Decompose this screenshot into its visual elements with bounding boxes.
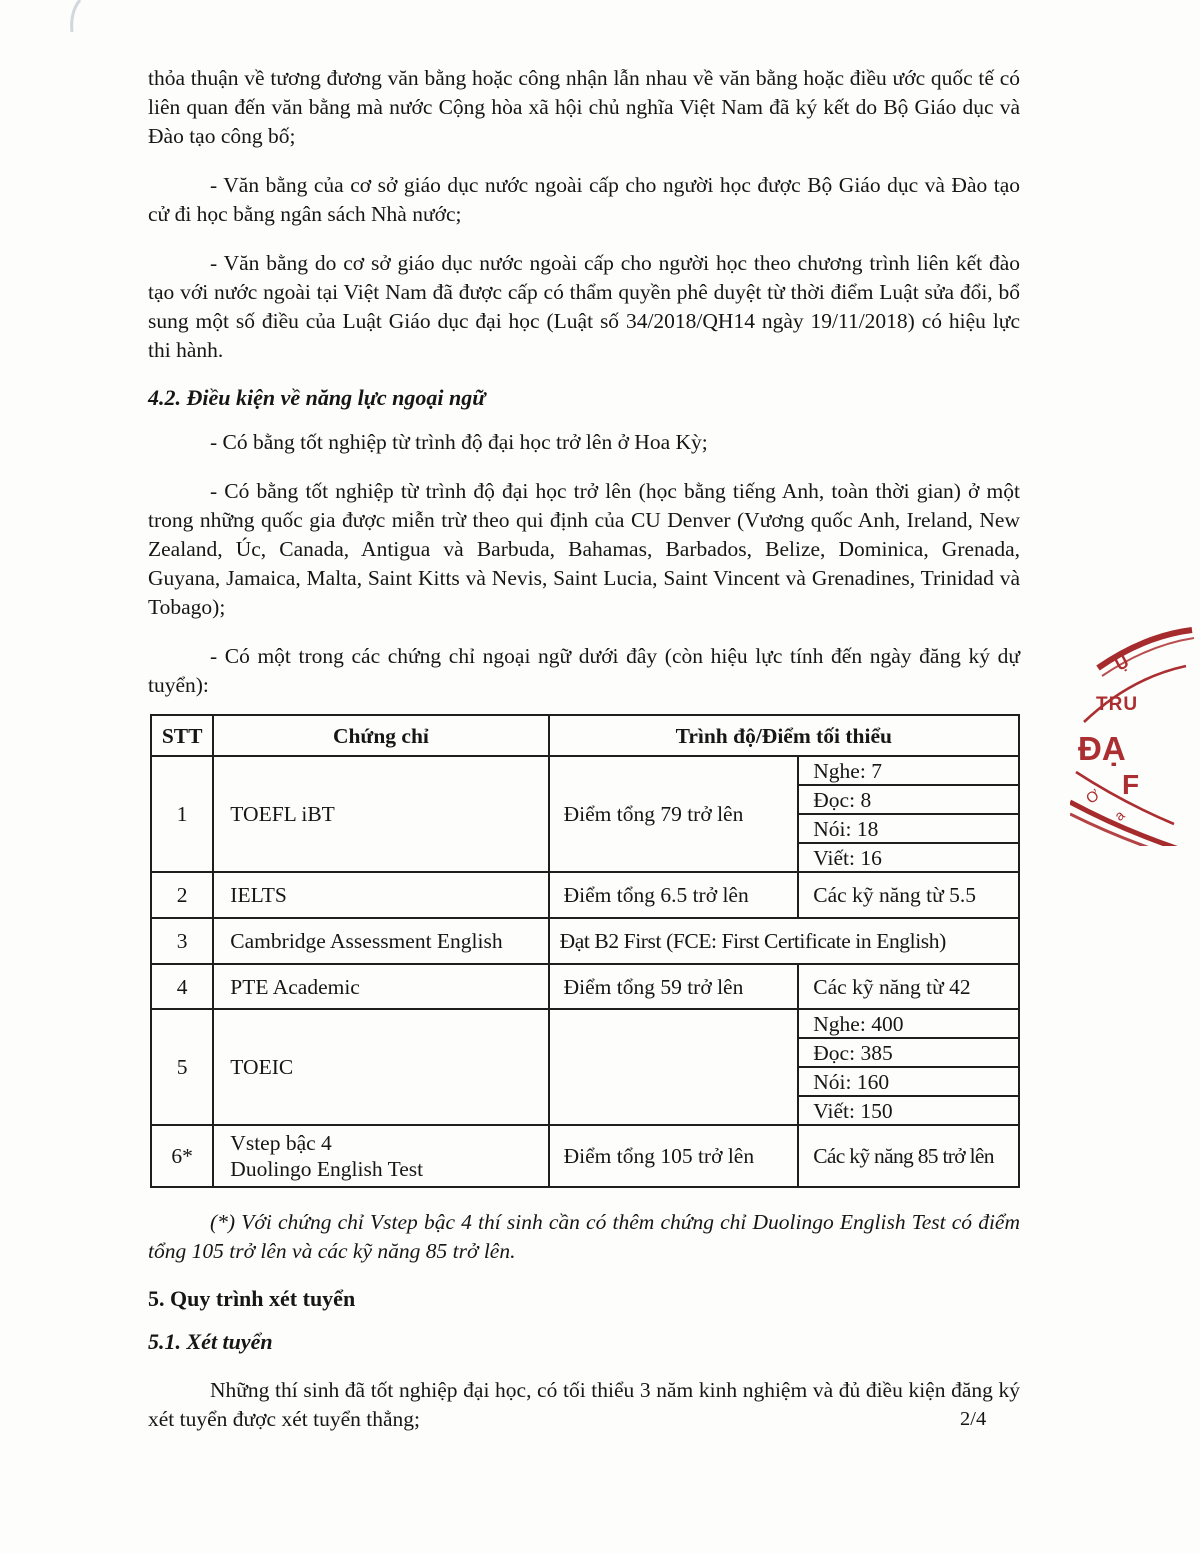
heading-5-admission-process: 5. Quy trình xét tuyển	[148, 1286, 356, 1311]
stamp-text-line2: ĐẠ	[1078, 730, 1126, 767]
heading-5-1-admission: 5.1. Xét tuyển	[148, 1329, 273, 1354]
paragraph-direct-admission: Những thí sinh đã tốt nghiệp đại học, có tối thiểu 3 năm kinh nghiệm và đủ điều kiện đăng ký xét tuyển được xét tuyển thẳng;	[148, 1378, 1020, 1431]
cell-cert-toefl: TOEFL iBT	[213, 756, 548, 872]
cell-stt-4: 4	[151, 964, 213, 1009]
bullet-usa-degree: - Có bằng tốt nghiệp từ trình độ đại học trở lên ở Hoa Kỳ;	[210, 430, 708, 454]
paragraph-foreign-degree-state-funded: - Văn bằng của cơ sở giáo dục nước ngoài cấp cho người học được Bộ Giáo dục và Đào tạo cử đi học bằng ngân sách Nhà nước;	[148, 173, 1020, 226]
heading-4-2-language-requirements: 4.2. Điều kiện về năng lực ngoại ngữ	[148, 385, 486, 410]
stamp-text-line3: F	[1122, 769, 1140, 800]
cell-toeic-speaking: Nói: 160	[798, 1067, 1019, 1096]
cell-skills-pte: Các kỹ năng từ 42	[798, 964, 1019, 1009]
cell-stt-2: 2	[151, 872, 213, 918]
paragraph-degree-agreement: thỏa thuận về tương đương văn bằng hoặc công nhận lẫn nhau về văn bằng hoặc điều ước quốc tế có liên quan đến văn bằng mà nước Cộng hòa xã hội chủ nghĩa Việt Nam đã ký kết do Bộ Giáo dục và Đào tạo công bố;	[148, 66, 1020, 148]
cert-line-duolingo: Duolingo English Test	[230, 1157, 424, 1181]
footnote-vstep-duolingo: (*) Với chứng chỉ Vstep bậc 4 thí sinh cần có thêm chứng chỉ Duolingo English Test có điểm tổng 105 trở lên và các kỹ năng 85 trở lên.	[148, 1210, 1020, 1263]
column-header-certificate: Chứng chỉ	[213, 715, 548, 756]
stamp-icon	[1070, 626, 1200, 846]
table-row-toefl	[151, 756, 1019, 785]
cell-cert-cambridge: Cambridge Assessment English	[213, 918, 548, 964]
cell-toeic-listening: Nghe: 400	[798, 1009, 1019, 1038]
cell-toefl-writing: Viết: 16	[798, 843, 1019, 872]
table-row-vstep-duolingo	[151, 1125, 1019, 1187]
cell-toefl-listening: Nghe: 7	[798, 756, 1019, 785]
cell-score-toefl: Điểm tổng 79 trở lên	[549, 756, 799, 872]
table-row-ielts	[151, 872, 1019, 918]
cell-skills-ielts: Các kỹ năng từ 5.5	[798, 872, 1019, 918]
document-body	[148, 0, 1020, 1434]
cell-toeic-writing: Viết: 150	[798, 1096, 1019, 1125]
cell-score-pte: Điểm tổng 59 trở lên	[549, 964, 799, 1009]
stamp-ring-letter-bottom-2: a	[1111, 806, 1128, 824]
stamp-ring-letter-top: Ụ	[1112, 652, 1133, 675]
certificates-table	[150, 714, 1020, 1188]
cell-score-toeic-empty	[549, 1009, 799, 1125]
table-row-toeic	[151, 1009, 1019, 1038]
red-stamp-partial	[1070, 626, 1200, 846]
table-row-cambridge	[151, 918, 1019, 964]
stamp-text-line1: TRU	[1096, 694, 1139, 715]
cell-cert-vstep-duolingo	[213, 1125, 548, 1187]
cert-line-vstep: Vstep bậc 4	[230, 1131, 332, 1155]
cell-stt-1: 1	[151, 756, 213, 872]
cell-stt-6: 6*	[151, 1125, 213, 1187]
paragraph-joint-training-degree: - Văn bằng do cơ sở giáo dục nước ngoài cấp cho người học theo chương trình liên kết đào tạo với nước ngoài tại Việt Nam đã được cấp có thẩm quyền phê duyệt từ thời điểm Luật sửa đổi, bổ sung một số điều của Luật Giáo dục đại học (Luật số 34/2018/QH14 ngày 19/11/2018) có hiệu lực thi hành.	[148, 251, 1020, 362]
cell-toeic-reading: Đọc: 385	[798, 1038, 1019, 1067]
column-header-level: Trình độ/Điểm tối thiểu	[549, 715, 1019, 756]
table-row-pte	[151, 964, 1019, 1009]
cell-score-ielts: Điểm tổng 6.5 trở lên	[549, 872, 799, 918]
cell-toefl-reading: Đọc: 8	[798, 785, 1019, 814]
cell-stt-3: 3	[151, 918, 213, 964]
cell-level-cambridge: Đạt B2 First (FCE: First Certificate in English)	[549, 918, 1019, 964]
cell-toefl-speaking: Nói: 18	[798, 814, 1019, 843]
cell-cert-toeic: TOEIC	[213, 1009, 548, 1125]
stamp-ring-letter-bottom-1: Ơ	[1083, 786, 1104, 808]
bullet-english-degree-exempt-countries: - Có bằng tốt nghiệp từ trình độ đại học trở lên (học bằng tiếng Anh, toàn thời gian) ở một trong những quốc gia được miễn trừ theo qui định của CU Denver (Vương quốc Anh, Ireland, New Zealand, Úc, Canada, Antigua và Barbuda, Bahamas, Barbados, Belize, Dominica, Grenada, Guyana, Jamaica, Malta, Saint Kitts và Nevis, Saint Lucia, Saint Vincent và Grenadines, Trinidad và Tobago);	[148, 479, 1020, 619]
cell-stt-5: 5	[151, 1009, 213, 1125]
cell-score-vstep: Điểm tổng 105 trở lên	[549, 1125, 799, 1187]
bullet-language-certificates-intro: - Có một trong các chứng chỉ ngoại ngữ dưới đây (còn hiệu lực tính đến ngày đăng ký dự tuyển):	[148, 644, 1020, 697]
table-header-row	[151, 715, 1019, 756]
scan-artifact-mark	[58, 0, 98, 36]
cell-cert-pte: PTE Academic	[213, 964, 548, 1009]
column-header-stt: STT	[151, 715, 213, 756]
cell-cert-ielts: IELTS	[213, 872, 548, 918]
page-number: 2/4	[960, 1408, 987, 1430]
cell-skills-vstep: Các kỹ năng 85 trở lên	[798, 1125, 1019, 1187]
